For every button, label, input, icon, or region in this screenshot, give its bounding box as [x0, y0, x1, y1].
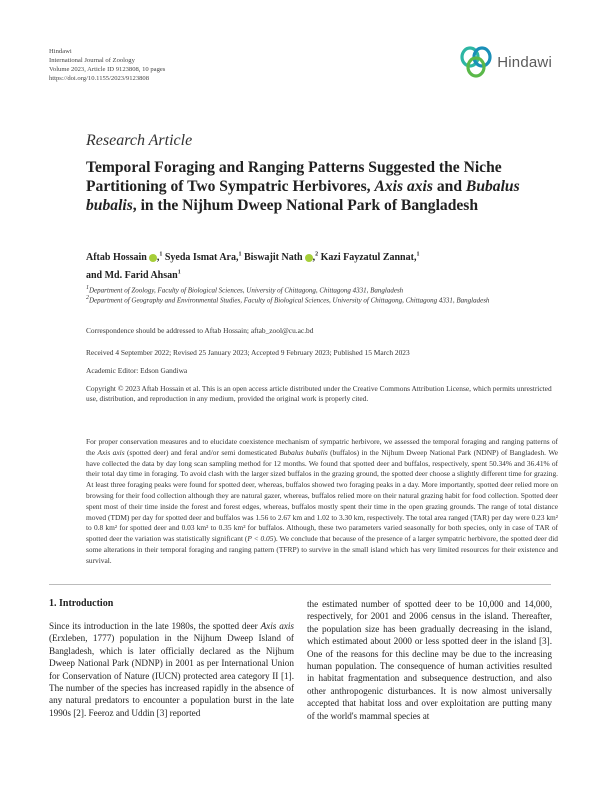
hindawi-rings-icon: [458, 45, 494, 79]
intro-left-column: Since its introduction in the late 1980s, the spotted deer Axis axis (Erxleben, 1777) population in the Nijhum Dweep Island of Bangladesh, which is later officially declared as the Nijhum Dweep National Park (NDNP) in 2001 as per International Union for Conservation of Nature (IUCN) protected area category II [1]. The number of the species has increased rapidly in the absence of any natural predators to encounter a population burst in the late 1990s [2]. Feeroz and Uddin [3] reported: [49, 621, 294, 718]
section-heading: 1. Introduction: [49, 598, 114, 609]
author[interactable]: and Md. Farid Ahsan$^1$: [86, 269, 181, 281]
correspondence: Correspondence should be addressed to Aftab Hossain; aftab_zool@cu.ac.bd: [86, 326, 314, 335]
article-title: Temporal Foraging and Ranging Patterns Suggested the Niche Partitioning of Two Sympatric Herbivores, Axis axis and Bubalus bubalis, in the Nijhum Dweep National Park of Bangladesh: [86, 159, 520, 214]
volume-line: Volume 2023, Article ID 9123808, 10 pages: [49, 66, 166, 73]
academic-editor: Academic Editor: Edson Gandiwa: [86, 366, 188, 375]
copyright: Copyright © 2023 Aftab Hossain et al. This is an open access article distributed under the Creative Commons Attribution License, which permits unrestricted use, distribution, and reproduction in any medium, provided the original work is properly cited.: [86, 384, 552, 403]
orcid-icon[interactable]: [305, 254, 313, 262]
affiliation-2: $^2$Department of Geography and Environmental Studies, Faculty of Biological Sciences, University of Chittagong, Chittagong 4331, Bangladesh: [86, 295, 490, 305]
abstract: For proper conservation measures and to elucidate coexistence mechanism of sympatric herbivore, we assessed the temporal foraging and ranging patterns of the Axis axis (spotted deer) and feral and/or semi domesticated Bubalus bubalis (buffalos) in the Nijhum Dweep National Park (NDNP) of Bangladesh. We have collected the data by day long scan sampling method for 12 months. We found that spotted deer and buffalos, respectively, spent 50.34% and 36.41% of their total day time in foraging. To avoid clash with the larger sized buffalos in the grazing ground, the spotted deer choose a slightly different time for grazing. At least three foraging peaks were found for spotted deer, whereas, buffalos showed two foraging peaks in a day. More importantly, spotted deer relied more on browsing for their food collection although they are natural gazer, whereas, buffalos relied more on their natural grazing habit for food collection. Spotted deer spent most of their time inside the forest and forest edges, whereas, buffalos mostly spent their time in the open grazing grounds. The range of total distance moved (TDM) per day for spotted deer and buffalos was 1.56 to 2.67 km and 1.02 to 3.30 km, respectively. The total area ranged (TAR) per day were 0.23 km² to 0.8 km² for spotted deer and 0.03 km² to 0.35 km² for buffalos. Although, these two parameters varied seasonally for both species, only in case of TAR of spotted deer the variation was statistically significant (P < 0.05). We conclude that because of the presence of a larger sympatric herbivore, the spotted deer did some alterations in their temporal foraging and ranging pattern (TFRP) to survive in the small island which has very limited resources for their existence and survival.: [86, 437, 558, 565]
affiliation-1: $^1$Department of Zoology, Faculty of Biological Sciences, University of Chittagong, Chittagong 4331, Bangladesh: [86, 285, 404, 295]
journal-header: [49, 47, 165, 83]
author[interactable]: Biswajit Nath ,$^2$: [243, 252, 319, 264]
author[interactable]: Syeda Ismat Ara,$^1$: [164, 252, 242, 264]
author-list: [86, 248, 526, 283]
logo-text: Hindawi: [497, 53, 552, 71]
divider: [49, 584, 551, 585]
hindawi-logo[interactable]: [458, 45, 552, 79]
article-type: Research Article: [86, 132, 193, 149]
publisher-name: Hindawi: [49, 48, 72, 55]
orcid-icon[interactable]: [149, 254, 157, 262]
author[interactable]: Kazi Fayzatul Zannat,$^1$: [320, 252, 420, 264]
author[interactable]: Aftab Hossain ,$^1$: [86, 252, 163, 264]
journal-name: International Journal of Zoology: [49, 57, 135, 64]
doi-link[interactable]: https://doi.org/10.1155/2023/9123808: [49, 75, 150, 82]
publication-dates: Received 4 September 2022; Revised 25 January 2023; Accepted 9 February 2023; Published 15 March 2023: [86, 348, 410, 357]
intro-right-column: the estimated number of spotted deer to be 10,000 and 14,000, respectively, for 2001 and 2006 census in the island. Thereafter, the population size has been gradually decreasing in the island, which estimated about 2000 or less spotted deer in the island [3]. One of the reasons for this decline may be due to the increasing human population. The consequence of human activities resulted in habitat fragmentation and subsequence destruction, and also other anthropogenic disturbances. It is now almost universally accepted that habitat loss and over exploitation are putting many of the world's mammal species at: [307, 599, 552, 721]
